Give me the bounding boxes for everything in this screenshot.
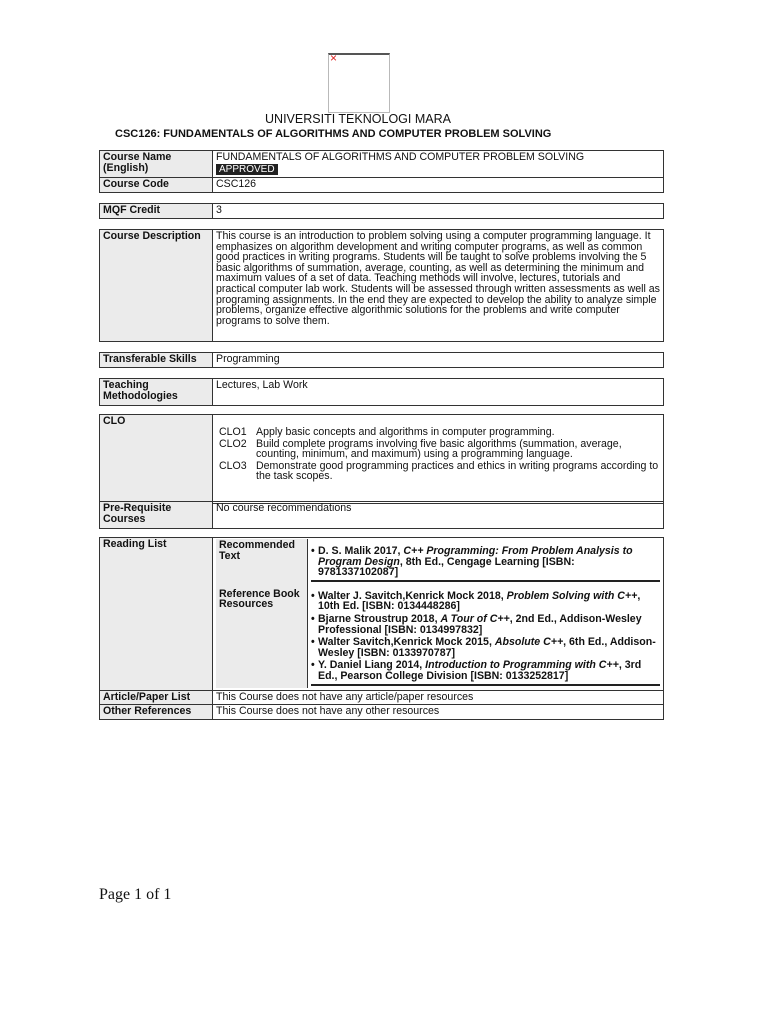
broken-image-icon: × xyxy=(330,51,338,65)
reference-author: Y. Daniel Liang 2014, xyxy=(318,659,426,672)
reading-list-content xyxy=(213,538,664,691)
prerequisite-table xyxy=(99,501,664,529)
university-logo-placeholder xyxy=(328,53,390,113)
transferable-skills-label: Transferable Skills xyxy=(100,353,213,368)
clo-item xyxy=(219,439,660,460)
other-references-label: Other References xyxy=(100,705,213,720)
reference-author: Bjarne Stroustrup 2018, xyxy=(318,612,441,625)
teaching-methodologies-table xyxy=(99,378,664,406)
reference-details: , 8th Ed., Cengage Learning [ISBN: 9781337102087] xyxy=(318,555,575,579)
article-list-label: Article/Paper List xyxy=(100,690,213,705)
reference-details: , 6th Ed., Addison-Wesley [ISBN: 0133970787] xyxy=(318,636,656,659)
reference-title: C++ Programming: From Problem Analysis to Program Design xyxy=(318,545,633,568)
reference-title: Introduction to Programming with C++ xyxy=(425,659,619,672)
reference-author: Walter J. Savitch,Kenrick Mock 2018, xyxy=(318,589,507,602)
section-divider xyxy=(311,580,660,582)
transferable-skills-table xyxy=(99,352,664,368)
course-description-table xyxy=(99,229,664,342)
other-references-value: This Course does not have any other resources xyxy=(213,705,664,720)
course-code-label: Course Code xyxy=(100,178,213,193)
transferable-skills-value: Programming xyxy=(213,353,664,368)
mqf-credit-table xyxy=(99,203,664,219)
prerequisite-label: Pre-Requisite Courses xyxy=(100,502,213,529)
recommended-text-list xyxy=(308,539,661,588)
clo-label: CLO xyxy=(100,415,213,504)
reference-title: Problem Solving with C++ xyxy=(506,589,638,602)
clo-text: Build complete programs involving five basic algorithms (summation, average, counting, minimum, and maximum) using a programming language. xyxy=(256,437,622,461)
clo-item xyxy=(219,461,660,482)
reference-item: • Y. Daniel Liang 2014, Introduction to Programming with C++, 3rd Ed., Pearson College Division [ISBN: 0133252817] xyxy=(311,659,642,682)
course-name-value: FUNDAMENTALS OF ALGORITHMS AND COMPUTER PROBLEM SOLVING xyxy=(216,151,585,163)
clo-item xyxy=(219,427,660,438)
reference-details: , 10th Ed. [ISBN: 0134448286] xyxy=(318,589,641,613)
course-description-value: This course is an introduction to problem solving using a computer programming language. It emphasizes on algorithm development and writing computer programs, as well as common good practices in writing programs. Students will be taught to solve problems involving the 5 basic algorithms of summation, average, counting, as well as determining the minimum and maximum values of a set of data. Teaching methods will involve, lectures, tutorials and practical computer lab work. Students will be assessed through written assessments as well as programing assignments. In the end they are expected to develop the ability to analyze simple problems, organize effective algorithmic solutions for the problems and write computer programs to solve them. xyxy=(213,230,664,342)
reference-book-label: Reference Book Resources xyxy=(216,588,308,688)
clo-id: CLO2 xyxy=(219,437,247,450)
mqf-credit-label: MQF Credit xyxy=(100,204,213,219)
university-name: UNIVERSITI TEKNOLOGI MARA xyxy=(265,112,451,126)
reference-author: Walter Savitch,Kenrick Mock 2015, xyxy=(318,636,495,649)
reference-title: A Tour of C++ xyxy=(440,612,510,625)
clo-text: Demonstrate good programming practices and ethics in writing programs according to the task scopes. xyxy=(256,459,659,483)
reading-list-table xyxy=(99,537,664,720)
reference-item: • D. S. Malik 2017, C++ Programming: From Problem Analysis to Program Design, 8th Ed., Cengage Learning [ISBN: 9781337102087] xyxy=(311,545,633,579)
mqf-credit-value: 3 xyxy=(213,204,664,219)
approved-badge: APPROVED xyxy=(216,164,278,175)
clo-id: CLO1 xyxy=(219,426,247,438)
article-list-value: This Course does not have any article/paper resources xyxy=(213,690,664,705)
reference-item: • Bjarne Stroustrup 2018, A Tour of C++, 2nd Ed., Addison-Wesley Professional [ISBN: 0134997832] xyxy=(311,612,642,636)
reference-details: , 2nd Ed., Addison-Wesley Professional [ISBN: 0134997832] xyxy=(318,612,642,636)
course-code-value: CSC126 xyxy=(213,178,664,193)
recommended-text-label: Recommended Text xyxy=(216,539,308,588)
clo-table xyxy=(99,414,664,504)
course-name-label: Course Name (English) xyxy=(100,151,213,178)
clo-list xyxy=(213,415,664,504)
course-identity-table xyxy=(99,150,664,193)
reference-title: Absolute C++ xyxy=(494,636,564,649)
clo-id: CLO3 xyxy=(219,459,247,472)
reference-author: D. S. Malik 2017, xyxy=(318,545,404,557)
reference-item: • Walter Savitch,Kenrick Mock 2015, Absolute C++, 6th Ed., Addison-Wesley [ISBN: 0133970787] xyxy=(311,636,656,659)
teaching-methodologies-label: Teaching Methodologies xyxy=(100,379,213,406)
reading-list-label: Reading List xyxy=(100,538,213,691)
reference-item: • Walter J. Savitch,Kenrick Mock 2018, Problem Solving with C++, 10th Ed. [ISBN: 0134448286] xyxy=(311,589,641,613)
course-name-cell xyxy=(213,151,664,178)
reference-book-list xyxy=(308,588,661,688)
reference-details: , 3rd Ed., Pearson College Division [ISBN: 0133252817] xyxy=(318,659,642,682)
course-title: CSC126: FUNDAMENTALS OF ALGORITHMS AND COMPUTER PROBLEM SOLVING xyxy=(115,128,552,140)
prerequisite-value: No course recommendations xyxy=(213,502,664,529)
section-divider xyxy=(311,684,660,686)
page-number: Page 1 of 1 xyxy=(99,886,172,903)
clo-text: Apply basic concepts and algorithms in computer programming. xyxy=(256,426,555,438)
course-description-label: Course Description xyxy=(100,230,213,342)
teaching-methodologies-value: Lectures, Lab Work xyxy=(213,379,664,406)
